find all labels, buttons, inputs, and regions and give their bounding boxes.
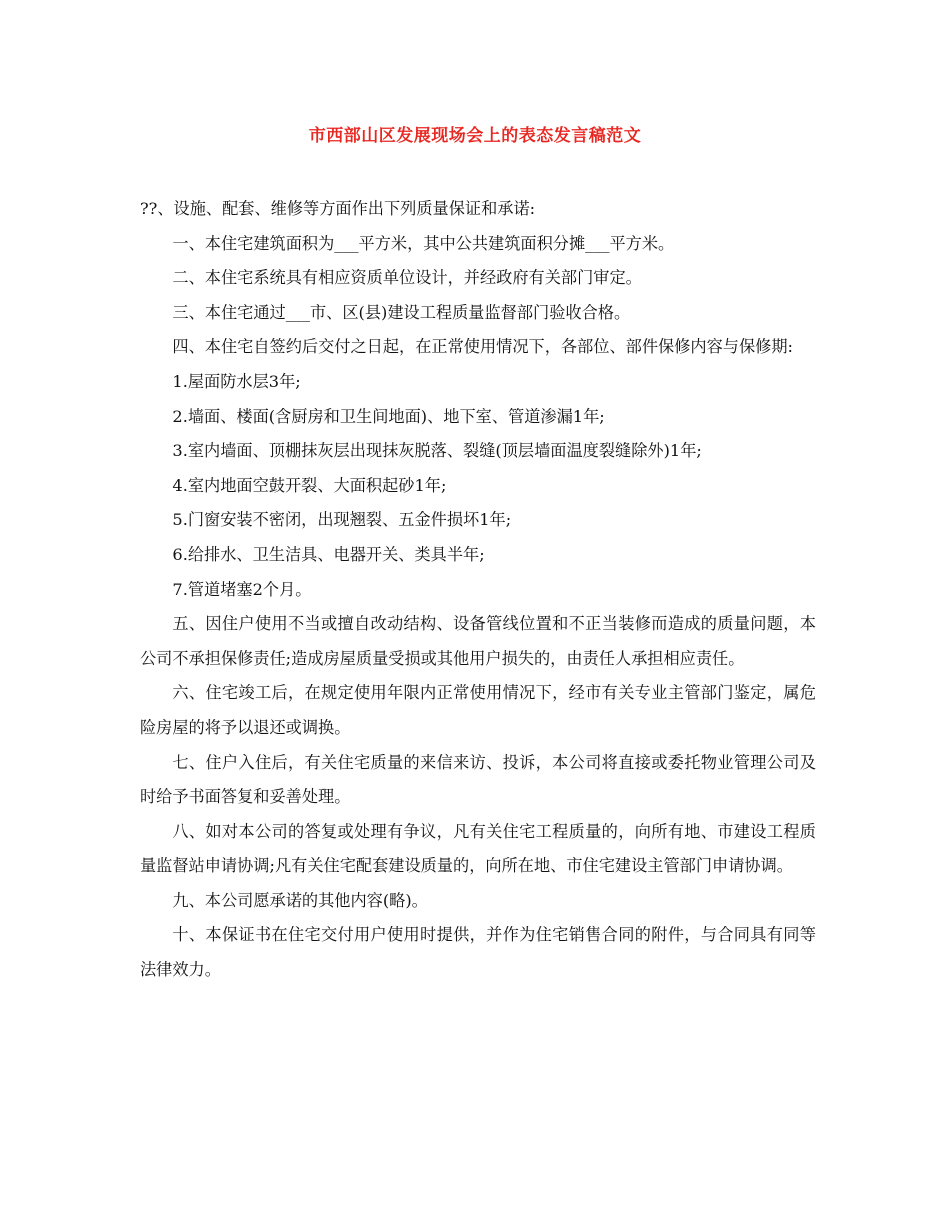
- paragraph-item-2: 二、本住宅系统具有相应资质单位设计，并经政府有关部门审定。: [172, 268, 642, 288]
- document-title: 市西部山区发展现场会上的表态发言稿范文: [308, 126, 642, 146]
- paragraph-item-9: 九、本公司愿承诺的其他内容(略)。: [172, 890, 428, 910]
- warranty-item-5: 5.门窗安装不密闭，出现翘裂、五金件损坏1年;: [172, 510, 512, 530]
- paragraph-item-7: 七、住户入住后，有关住宅质量的来信来访、投诉，本公司将直接或委托物业管理公司及时给予书面答复和妥善处理。: [140, 752, 816, 807]
- warranty-item-3: 3.室内墙面、顶棚抹灰层出现抹灰脱落、裂缝(顶层墙面温度裂缝除外)1年;: [172, 441, 702, 461]
- paragraph-item-6: 六、住宅竣工后，在规定使用年限内正常使用情况下，经市有关专业主管部门鉴定，属危险房屋的将予以退还或调换。: [140, 683, 816, 737]
- warranty-item-4: 4.室内地面空鼓开裂、大面积起砂1年;: [172, 475, 447, 495]
- paragraph-item-8: 八、如对本公司的答复或处理有争议，凡有关住宅工程质量的，向所有地、市建设工程质量监督站申请协调;凡有关住宅配套建设质量的，向所在地、市住宅建设主管部门申请协调。: [140, 821, 816, 876]
- paragraph-item-4: 四、本住宅自签约后交付之日起，在正常使用情况下，各部位、部件保修内容与保修期:: [172, 337, 793, 357]
- paragraph-item-10: 十、本保证书在住宅交付用户使用时提供，并作为住宅销售合同的附件，与合同具有同等法律效力。: [140, 925, 816, 980]
- warranty-item-7: 7.管道堵塞2个月。: [172, 579, 312, 599]
- warranty-item-1: 1.屋面防水层3年;: [172, 371, 301, 391]
- paragraph-item-3: 三、本住宅通过___市、区(县)建设工程质量监督部门验收合格。: [172, 302, 631, 322]
- document-body: [140, 192, 816, 988]
- paragraph-item-1: 一、本住宅建筑面积为___平方米，其中公共建筑面积分摊___平方米。: [172, 233, 675, 253]
- paragraph-item-5: 五、因住户使用不当或擅自改动结构、设备管线位置和不正当装修而造成的质量问题，本公司不承担保修责任;造成房屋质量受损或其他用户损失的，由责任人承担相应责任。: [140, 614, 816, 668]
- warranty-item-6: 6.给排水、卫生洁具、电器开关、类具半年;: [172, 544, 485, 564]
- paragraph-intro: ??、设施、配套、维修等方面作出下列质量保证和承诺:: [140, 199, 536, 218]
- warranty-item-2: 2.墙面、楼面(含厨房和卫生间地面)、地下室、管道渗漏1年;: [172, 406, 605, 426]
